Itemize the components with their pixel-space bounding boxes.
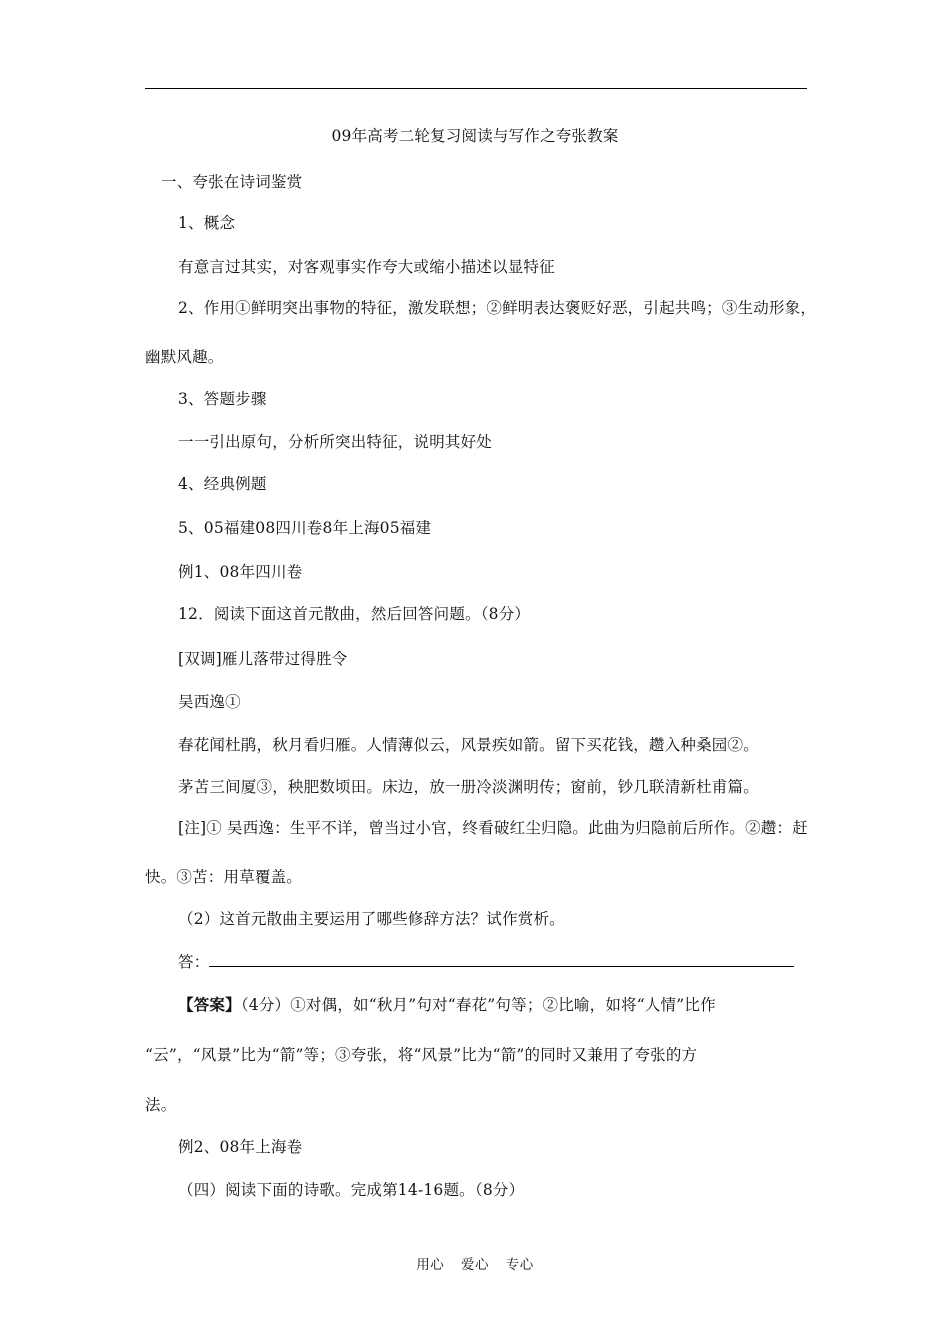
steps-text: 一一引出原句，分析所突出特征，说明其好处 [178,433,493,451]
answer-prefix: 答： [178,953,210,971]
answer-line-3: 法。 [145,1096,177,1114]
answer-blank-line [209,952,794,967]
item-function-line1: 2、作用①鲜明突出事物的特征，激发联想；②鲜明表达褒贬好恶，引起共鸣；③生动形象， [178,299,817,317]
poem-title: [双调]雁儿落带过得胜令 [178,650,348,668]
answer-field-row [178,952,794,972]
concept-text: 有意言过其实，对客观事实作夸大或缩小描述以显特征 [178,258,555,276]
item-concept: 1、概念 [178,214,236,232]
example2-label: 例2、08年上海卷 [178,1138,303,1156]
answer-line-1-text: （4分）①对偶，如“秋月”句对“春花”句等；②比喻，如将“人情”比作 [240,996,716,1014]
footer-word-1: 用心 [416,1257,445,1273]
footer-word-2: 爱心 [461,1257,489,1273]
footer-word-3: 专心 [505,1257,534,1273]
header-rule [145,88,807,89]
answer-tag: 【答案】 [178,995,241,1014]
section-heading: 一、夸张在诗词鉴赏 [161,173,303,191]
item-steps: 3、答题步骤 [178,390,267,408]
poem-line-1: 春花闻杜鹃，秋月看归雁。人情薄似云，风景疾如箭。留下买花钱，趱入种桑园②。 [178,736,759,754]
example1-label: 例1、08年四川卷 [178,563,303,581]
item-function-line2: 幽默风趣。 [145,348,224,366]
note-line-1: [注]① 吴西逸：生平不详，曾当过小官，终看破红尘归隐。此曲为归隐前后所作。②趱：赶 [178,819,808,837]
document-title: 09年高考二轮复习阅读与写作之夸张教案 [331,127,619,145]
item-examples: 4、经典例题 [178,475,267,493]
note-line-2: 快。③苫：用草覆盖。 [145,868,303,886]
page-footer [0,1253,950,1273]
answer-line-2: “云”，“风景”比为“箭”等；③夸张，将“风景”比为“箭”的同时又兼用了夸张的方 [145,1046,698,1064]
question-2: （2）这首元散曲主要运用了哪些修辞方法？试作赏析。 [178,910,565,928]
item-sources: 5、05福建08四川卷8年上海05福建 [178,519,432,537]
question-part-4: （四）阅读下面的诗歌。完成第14-16题。（8分） [178,1181,525,1199]
poem-author: 吴西逸① [178,693,241,711]
answer-line-1 [178,995,716,1015]
poem-line-2: 茅苫三间厦③，秧肥数顷田。床边，放一册冷淡渊明传；窗前，钞几联清新杜甫篇。 [178,778,759,796]
question-12: 12．阅读下面这首元散曲，然后回答问题。（8分） [178,605,531,623]
